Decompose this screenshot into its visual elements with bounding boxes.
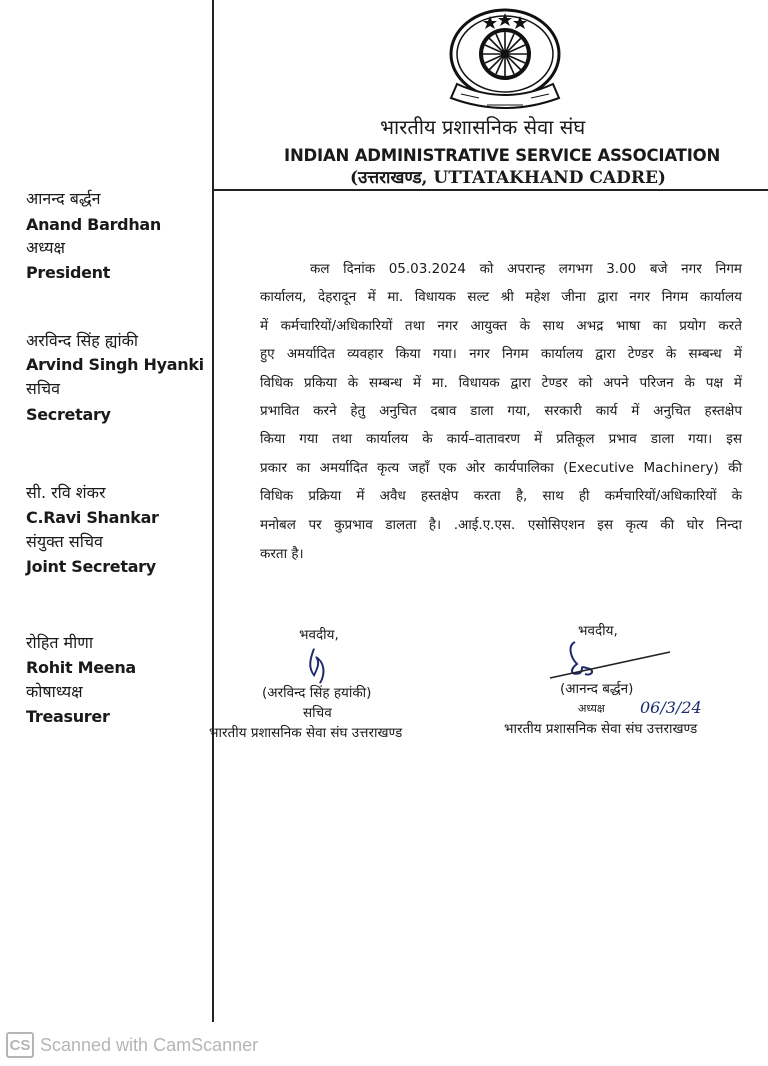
role-hindi: सचिव [26,379,61,398]
name-english: Arvind Singh Hyanki [26,355,204,374]
role-english: Secretary [26,405,111,424]
body-line: विधिक प्रक्रिया में अवैध हस्तक्षेप करता है, साथ ही कर्मचारियों/अधिकारियों के [260,488,742,504]
body-line: विधिक प्रकिया के सम्बन्ध में मा. विधायक द्वारा टेण्डर को अपने परिजन के पक्ष में [260,375,742,391]
body-line: किया गया तथा कार्यालय के कार्य–वातावरण में प्रतिकूल प्रभाव डाला गया। इस [260,431,742,447]
role-hindi: कोषाध्यक्ष [26,682,83,701]
cadre: (उत्तराखण्ड, UTTATAKHAND CADRE) [350,168,666,188]
signatory-role: सचिव [303,705,332,721]
body-line: में कर्मचारियों/अधिकारियों तथा नगर आयुक्त के साथ अभद्र भाषा का प्रयोग करते [260,318,742,334]
handwritten-date: 06/3/24 [640,698,702,717]
signatory-org: भारतीय प्रशासनिक सेवा संघ उत्तराखण्ड [504,721,698,737]
name-hindi: अरविन्द सिंह ह्यांकी [26,331,139,350]
signatory-name: (आनन्द बर्द्धन) [560,681,634,697]
sidebar-divider [212,0,214,1022]
name-hindi: आनन्द बर्द्धन [26,189,101,208]
name-english: C.Ravi Shankar [26,508,159,527]
ias-association-emblem [435,6,575,116]
signatory-role: अध्यक्ष [578,702,605,715]
body-line: प्रकार का अमर्यादित कृत्य जहाँ एक ओर कार्यपालिका (Executive Machinery) की [260,460,742,476]
header-divider [213,189,768,191]
role-english: Treasurer [26,707,110,726]
handwritten-signature [300,646,340,686]
camscanner-logo-icon: CS [6,1032,34,1058]
name-hindi: रोहित मीणा [26,633,93,652]
signatory-name: (अरविन्द सिंह हयांकी) [262,685,372,701]
role-hindi: संयुक्त सचिव [26,532,103,551]
body-line: हुए अमर्यादित व्यवहार किया गया। नगर निगम कार्यालय द्वारा टेण्डर के सम्बन्ध में [260,346,742,362]
closing: भवदीय, [299,627,339,643]
watermark-text: Scanned with CamScanner [40,1034,259,1055]
role-english: Joint Secretary [26,557,156,576]
signatory-org: भारतीय प्रशासनिक सेवा संघ उत्तराखण्ड [209,725,403,741]
name-english: Rohit Meena [26,658,136,677]
role-hindi: अध्यक्ष [26,238,65,257]
role-english: President [26,263,111,282]
handwritten-signature [545,640,675,680]
body-line: करता है। [260,546,304,562]
title-english: INDIAN ADMINISTRATIVE SERVICE ASSOCIATION [284,146,721,165]
body-line: कल दिनांक 05.03.2024 को अपरान्ह लगभग 3.00 बजे नगर निगम [310,261,742,277]
body-line: प्रभावित करने हेतु अनुचित दबाव डाला गया, सरकारी कार्य में अनुचित हस्तक्षेप [260,403,742,419]
camscanner-watermark [6,1032,258,1058]
body-line: मनोबल पर कुप्रभाव डालता है। .आई.ए.एस. एसोसिएशन इस कृत्य की घोर निन्दा [260,517,742,533]
name-hindi: सी. रवि शंकर [26,483,106,502]
closing: भवदीय, [578,623,618,639]
name-english: Anand Bardhan [26,215,161,234]
title-hindi: भारतीय प्रशासनिक सेवा संघ [380,115,586,139]
body-line: कार्यालय, देहरादून में मा. विधायक सल्ट श्री महेश जीना द्वारा नगर निगम कार्यालय [260,289,742,305]
